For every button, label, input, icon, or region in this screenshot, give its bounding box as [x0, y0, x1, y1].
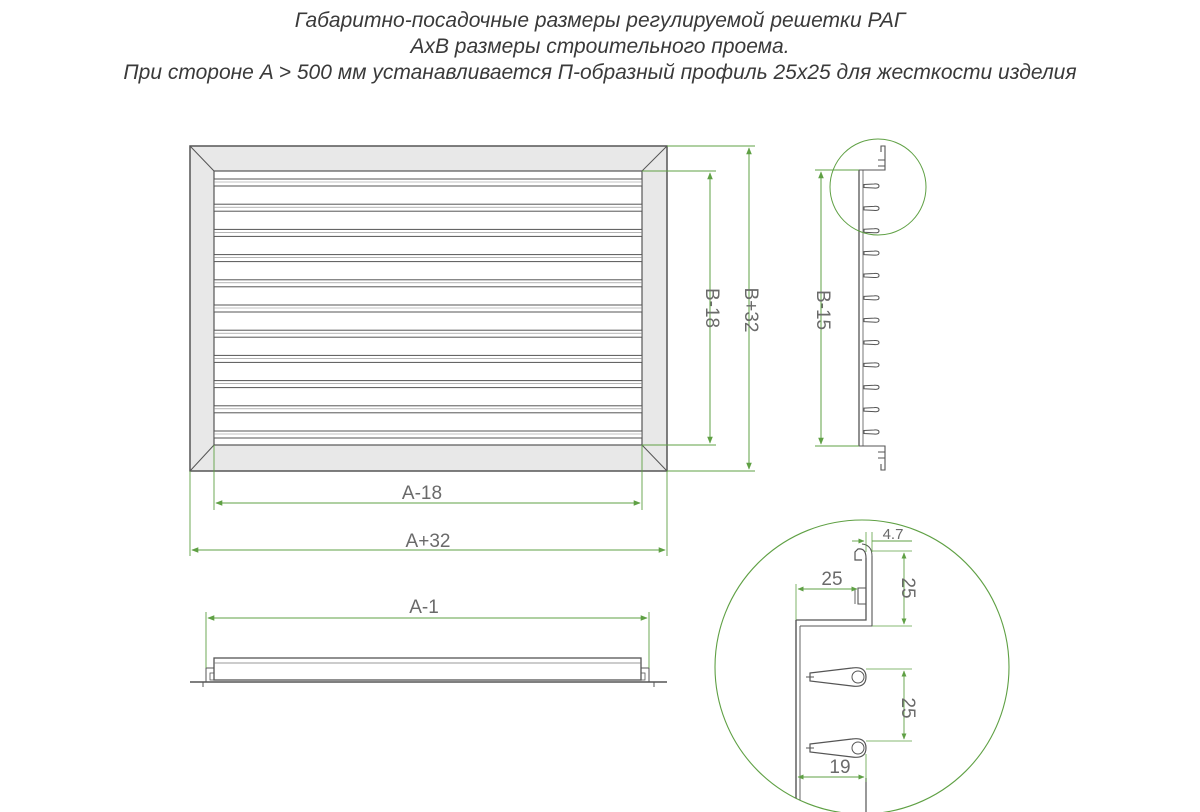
title-line-3: При стороне A > 500 мм устанавливается П-образный профиль 25x25 для жесткости изделия — [123, 61, 1077, 84]
side-blade — [864, 385, 879, 389]
louver-blade — [214, 229, 642, 236]
side-blade — [864, 340, 879, 344]
dim-b-inner-label: B-18 — [701, 287, 722, 329]
side-blade — [864, 206, 879, 210]
dim-b-side-label: B-15 — [812, 289, 833, 331]
side-blade — [864, 229, 879, 233]
front-view — [190, 146, 667, 471]
side-blade — [864, 251, 879, 255]
dim-a-outer-label: A+32 — [405, 531, 451, 552]
dim-profile-height-label: 25 — [897, 577, 918, 599]
side-blade — [864, 408, 879, 412]
dim-blade-pitch-label: 25 — [897, 697, 918, 719]
dim-a-top — [206, 597, 649, 668]
side-view — [830, 139, 926, 470]
side-blade — [864, 430, 879, 434]
side-blade — [864, 296, 879, 300]
dim-lip-label: 4.7 — [882, 526, 904, 543]
dim-blade-length-label: 19 — [829, 757, 851, 778]
side-blade — [864, 318, 879, 322]
dim-profile-width-label: 25 — [821, 569, 843, 590]
title-line-2: AxB размеры строительного проема. — [410, 35, 790, 58]
detail-circle — [715, 520, 1009, 812]
dim-b-side — [812, 170, 859, 446]
dim-a-inner-label: A-18 — [401, 483, 443, 504]
louver-blade — [214, 330, 642, 337]
louver-blade — [214, 305, 642, 312]
louver-blade — [214, 381, 642, 388]
louver-blade — [214, 204, 642, 211]
dim-a-top-label: A-1 — [409, 597, 439, 618]
side-blade-group — [864, 184, 879, 434]
louver-blade — [214, 406, 642, 413]
louver-blade — [214, 255, 642, 262]
top-view — [190, 658, 667, 687]
detail-view — [715, 520, 1009, 812]
dim-b-outer-label: B+32 — [740, 287, 761, 333]
louver-blade — [214, 179, 642, 186]
side-blade — [864, 363, 879, 367]
louver-blade — [214, 355, 642, 362]
title-line-1: Габаритно-посадочные размеры регулируемой решетки РАГ — [294, 9, 906, 32]
side-blade — [864, 273, 879, 277]
side-blade — [864, 184, 879, 188]
louver-blade — [214, 431, 642, 438]
louver-blade — [214, 280, 642, 287]
